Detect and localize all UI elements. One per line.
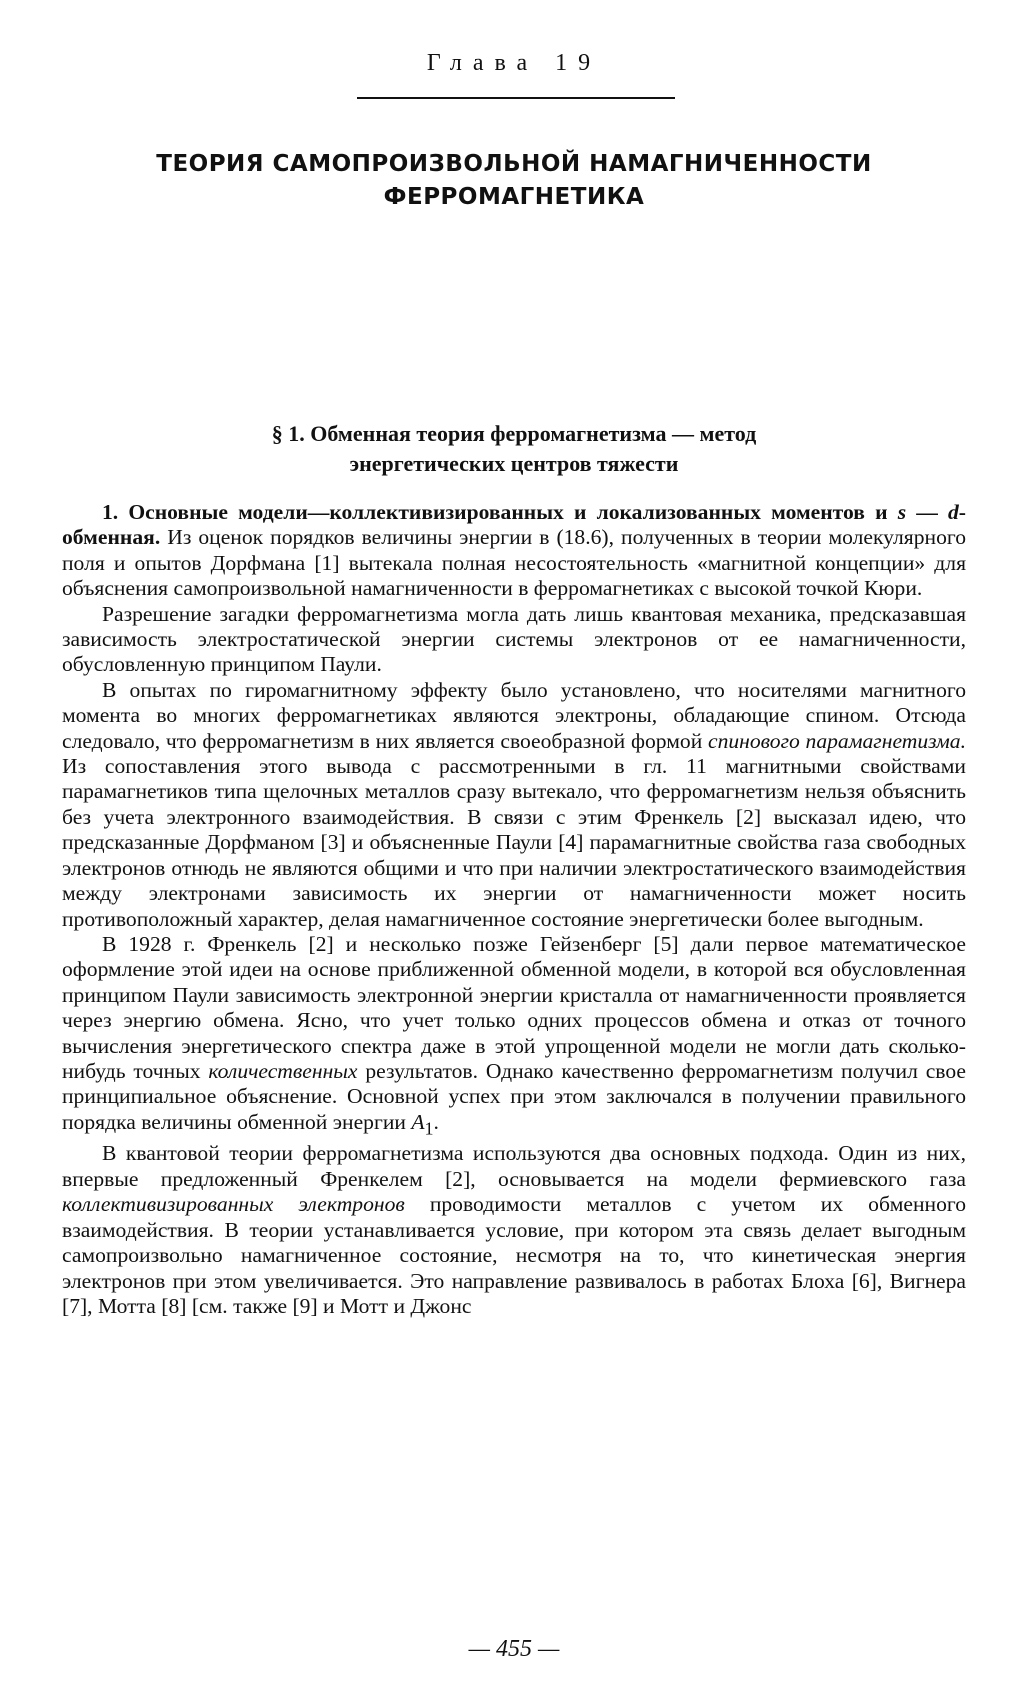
paragraph-4-text-c: . (433, 1109, 439, 1134)
book-page (62, 0, 966, 1684)
paragraph-3-italic: спинового парамагнетизма. (708, 728, 966, 753)
paragraph-5-text-a: В квантовой теории ферромагнетизма используются два основных подхода. Один из них, впервые предложенный Френкелем [2], основывается на модели фермиевского газа (62, 1141, 966, 1191)
heading-dash: — (906, 500, 948, 524)
subsection-heading-text: 1. Основные модели—коллективизированных и локализованных моментов и (102, 500, 898, 524)
body-text (62, 500, 966, 1319)
paragraph-3 (62, 678, 966, 932)
paragraph-4-italic: количественных (208, 1058, 358, 1083)
paragraph-2: Разрешение загадки ферромагнетизма могла дать лишь квантовая механика, предсказавшая зависимость электростатической энергии системы электронов от ее намагниченности, обусловленную принципом Паули. (62, 601, 966, 677)
paragraph-1-text: Из оценок порядков величины энергии в (18.6), полученных в теории молекулярного поля и опытов Дорфмана [1] вытекала полная несостоятельность «магнитной концепции» для объяснения самопроизвольной намагниченности в ферромагнетиках с высокой точкой Кюри. (62, 525, 966, 601)
paragraph-5-text-b: проводимости металлов с учетом их обменного взаимодействия. В теории устанавливается условие, при котором эта связь делает выгодным самопроизвольно намагниченное состояние, несмотря на то, что кинетическая энергия электронов при этом увеличивается. Это направление развивалось в работах Блоха [6], Вигнера [7], Мотта [8] [см. также [9] и Мотт и Джонс (62, 1192, 966, 1318)
d-symbol: d (948, 500, 959, 524)
paragraph-4 (62, 932, 966, 1142)
paragraph-1 (62, 500, 966, 602)
chapter-title (62, 148, 966, 214)
paragraph-3-text-b: Из сопоставления этого вывода с рассмотренными в гл. 11 магнитными свойствами парамагнетиков типа щелочных металлов сразу вытекало, что ферромагнетизм нельзя объяснить без учета электронного взаимодействия. В связи с этим Френкель [2] высказал идею, что предсказанные Дорфманом [3] и объясненные Паули [4] парамагнитные свойства газа свободных электронов отнюдь не являются общими и что при наличии электростатического взаимодействия между электронами зависимость их энергии от намагниченности может носить противоположный характер, делая намагниченное состояние энергетически более выгодным. (62, 754, 966, 931)
page-number: — 455 — (468, 1636, 560, 1662)
chapter-title-line-1: ТЕОРИЯ САМОПРОИЗВОЛЬНОЙ НАМАГНИЧЕННОСТИ (156, 151, 872, 177)
paragraph-4-text-b: результатов. Однако качественно ферромагнетизм получил свое принципиальное объяснение. Основной успех при этом заключался в получении правильного порядка величины обменной энергии (62, 1058, 966, 1134)
paragraph-5-italic: коллективизированных электронов (62, 1192, 405, 1217)
section-title (62, 419, 966, 479)
paragraph-4-text-a: В 1928 г. Френкель [2] и несколько позже Гейзенберг [5] дали первое математическое оформление этой идеи на основе приближенной обменной модели, в которой вся обусловленная принципом Паули зависимость электронной энергии кристалла от намагниченности проявляется через энергию обмена. Ясно, что учет только одних процессов обмена и отказ от точного вычисления энергетического спектра даже в этой упрощенной модели не могли дать сколько-нибудь точных (62, 931, 966, 1083)
section-title-line-2: энергетических центров тяжести (349, 451, 679, 476)
exchange-energy-symbol: A (411, 1109, 425, 1134)
subsection-heading-end: -обменная. (62, 500, 966, 550)
paragraph-5 (62, 1141, 966, 1319)
chapter-label: Глава 19 (426, 50, 602, 76)
section-title-line-1: § 1. Обменная теория ферромагнетизма — метод (271, 421, 757, 446)
chapter-title-line-2: ФЕРРОМАГНЕТИКА (383, 184, 645, 210)
s-symbol: s (897, 500, 907, 524)
paragraph-3-text-a: В опытах по гиромагнитному эффекту было установлено, что носителями магнитного момента во многих ферромагнетиках являются электроны, обладающие спином. Отсюда следовало, что ферромагнетизм в них является своеобразной формой (62, 677, 966, 753)
exchange-energy-subscript: 1 (424, 1118, 434, 1139)
chapter-divider (357, 97, 675, 99)
